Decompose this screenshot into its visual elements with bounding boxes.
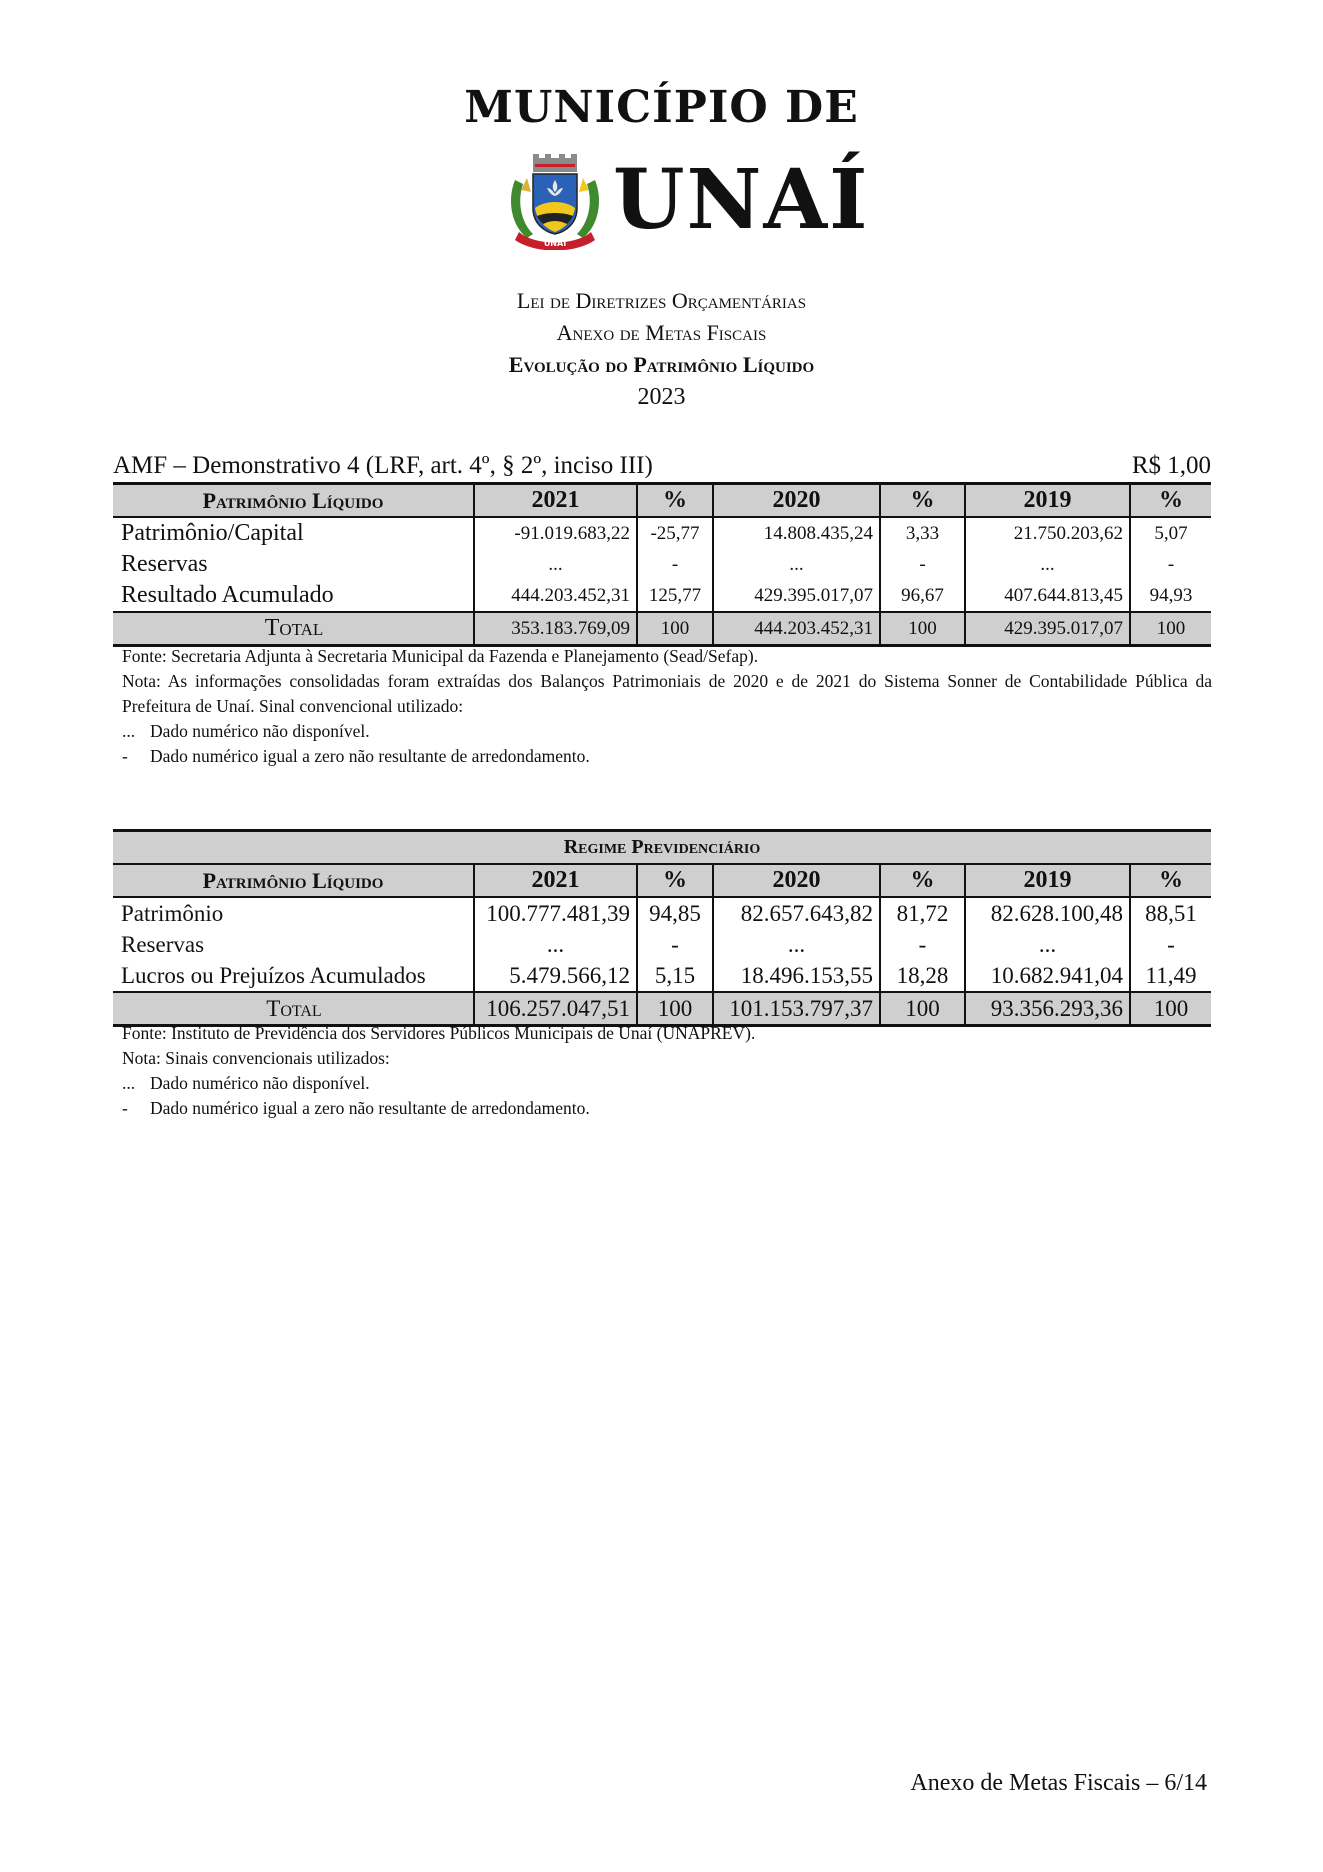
cell-pct: 3,33 bbox=[880, 517, 965, 549]
table1-notes bbox=[122, 644, 1212, 769]
table2-title-row bbox=[113, 831, 1211, 865]
cell-pct: 125,77 bbox=[637, 580, 713, 612]
total-value: 444.203.452,31 bbox=[713, 612, 880, 646]
total-value: 353.183.769,09 bbox=[474, 612, 637, 646]
table1-header-pct: % bbox=[637, 484, 713, 518]
legend-text: Dado numérico não disponível. bbox=[150, 721, 370, 741]
cell-value: 5.479.566,12 bbox=[474, 960, 637, 992]
row-label: Lucros ou Prejuízos Acumulados bbox=[121, 962, 426, 988]
coat-of-arms-icon bbox=[505, 150, 605, 250]
table1-total-row bbox=[113, 612, 1211, 646]
total-value: 93.356.293,36 bbox=[965, 992, 1130, 1026]
total-value: 101.153.797,37 bbox=[713, 992, 880, 1026]
cell-value: 21.750.203,62 bbox=[965, 517, 1130, 549]
table2-header-2019: 2019 bbox=[965, 864, 1130, 897]
page-footer: Anexo de Metas Fiscais – 6/14 bbox=[910, 1770, 1207, 1796]
cell-pct: - bbox=[1130, 929, 1211, 960]
masthead-municipio-de: MUNICÍPIO DE bbox=[464, 82, 859, 133]
cell-value: 14.808.435,24 bbox=[713, 517, 880, 549]
legend-symbol: ... bbox=[122, 1073, 136, 1093]
cell-value: ... bbox=[965, 549, 1130, 580]
total-pct: 100 bbox=[880, 612, 965, 646]
table2-header-2020: 2020 bbox=[713, 864, 880, 897]
cell-value: ... bbox=[713, 549, 880, 580]
cell-pct: 11,49 bbox=[1130, 960, 1211, 992]
cell-pct: - bbox=[1130, 549, 1211, 580]
cell-value: 10.682.941,04 bbox=[965, 960, 1130, 992]
total-pct: 100 bbox=[1130, 992, 1211, 1026]
table-regime-previdenciario bbox=[113, 829, 1211, 1027]
table-row bbox=[113, 549, 1211, 580]
total-pct: 100 bbox=[880, 992, 965, 1026]
legend-symbol: - bbox=[122, 746, 128, 766]
legend-item bbox=[122, 744, 1212, 769]
table2-header-label: Patrimônio Líquido bbox=[113, 864, 474, 897]
legend-text: Dado numérico igual a zero não resultante de arredondamento. bbox=[150, 746, 590, 766]
legend-symbol: - bbox=[122, 1098, 128, 1118]
cell-value: ... bbox=[474, 929, 637, 960]
row-label: Reservas bbox=[121, 551, 208, 577]
table1-note: Nota: As informações consolidadas foram extraídas dos Balanços Patrimoniais de 2020 e de 2021 do Sistema Sonner de Contabilidade Pública da Prefeitura de Unaí. Sinal convencional utilizado: bbox=[122, 671, 1212, 716]
cell-value: 444.203.452,31 bbox=[474, 580, 637, 612]
table2-note: Nota: Sinais convencionais utilizados: bbox=[122, 1048, 390, 1068]
cell-pct: 88,51 bbox=[1130, 897, 1211, 929]
cell-pct: 5,15 bbox=[637, 960, 713, 992]
total-label: Total bbox=[113, 612, 474, 646]
cell-value: ... bbox=[474, 549, 637, 580]
row-label: Patrimônio bbox=[121, 900, 224, 926]
table1-header-2019: 2019 bbox=[965, 484, 1130, 518]
legend-item bbox=[122, 1096, 1212, 1121]
table2-header-pct: % bbox=[637, 864, 713, 897]
table2-notes bbox=[122, 1021, 1212, 1121]
cell-value: 100.777.481,39 bbox=[474, 897, 637, 929]
legend-item bbox=[122, 719, 1212, 744]
cell-value: 18.496.153,55 bbox=[713, 960, 880, 992]
table1-header-label: Patrimônio Líquido bbox=[113, 484, 474, 518]
title-year: 2023 bbox=[637, 384, 686, 410]
title-anexo: Anexo de Metas Fiscais bbox=[556, 320, 767, 345]
cell-pct: - bbox=[880, 549, 965, 580]
total-label: Total bbox=[113, 992, 474, 1026]
total-pct: 100 bbox=[1130, 612, 1211, 646]
table2-header-pct: % bbox=[1130, 864, 1211, 897]
legend-symbol: ... bbox=[122, 721, 136, 741]
table2-header-pct: % bbox=[880, 864, 965, 897]
table1-caption: AMF – Demonstrativo 4 (LRF, art. 4º, § 2º, inciso III) bbox=[113, 452, 653, 479]
svg-text:UNAÍ: UNAÍ bbox=[543, 239, 567, 248]
masthead-unai: UNAÍ bbox=[613, 152, 870, 248]
table1-header-row bbox=[113, 484, 1211, 518]
table-row bbox=[113, 517, 1211, 549]
cell-value: 429.395.017,07 bbox=[713, 580, 880, 612]
table-row bbox=[113, 960, 1211, 992]
cell-pct: - bbox=[637, 929, 713, 960]
legend-text: Dado numérico não disponível. bbox=[150, 1073, 370, 1093]
table1-unit: R$ 1,00 bbox=[1131, 452, 1211, 479]
cell-pct: -25,77 bbox=[637, 517, 713, 549]
cell-pct: 18,28 bbox=[880, 960, 965, 992]
table-row bbox=[113, 897, 1211, 929]
title-evolucao: Evolução do Patrimônio Líquido bbox=[508, 352, 815, 377]
row-label: Reservas bbox=[121, 931, 205, 957]
table1-header-pct: % bbox=[1130, 484, 1211, 518]
table-row bbox=[113, 929, 1211, 960]
document-titles bbox=[0, 285, 1323, 413]
table1-source: Fonte: Secretaria Adjunta à Secretaria Municipal da Fazenda e Planejamento (Sead/Sefap). bbox=[122, 646, 759, 666]
table2-header-2021: 2021 bbox=[474, 864, 637, 897]
table2-source: Fonte: Instituto de Previdência dos Servidores Públicos Municipais de Unaí (UNAPREV). bbox=[122, 1023, 756, 1043]
cell-pct: 81,72 bbox=[880, 897, 965, 929]
cell-value: 82.657.643,82 bbox=[713, 897, 880, 929]
cell-pct: - bbox=[637, 549, 713, 580]
table-row bbox=[113, 580, 1211, 612]
table1-header-2021: 2021 bbox=[474, 484, 637, 518]
legend-item bbox=[122, 1071, 1212, 1096]
row-label: Patrimônio/Capital bbox=[121, 520, 304, 546]
cell-value: 407.644.813,45 bbox=[965, 580, 1130, 612]
legend-text: Dado numérico igual a zero não resultante de arredondamento. bbox=[150, 1098, 590, 1118]
table-patrimonio-liquido bbox=[113, 482, 1211, 647]
cell-pct: 94,85 bbox=[637, 897, 713, 929]
table2-header-row bbox=[113, 864, 1211, 897]
cell-value: 82.628.100,48 bbox=[965, 897, 1130, 929]
total-value: 429.395.017,07 bbox=[965, 612, 1130, 646]
cell-value: -91.019.683,22 bbox=[474, 517, 637, 549]
total-pct: 100 bbox=[637, 612, 713, 646]
cell-pct: 96,67 bbox=[880, 580, 965, 612]
cell-value: ... bbox=[965, 929, 1130, 960]
masthead-logo-row bbox=[505, 150, 869, 250]
cell-pct: 5,07 bbox=[1130, 517, 1211, 549]
masthead bbox=[0, 82, 1323, 133]
table2-title: Regime Previdenciário bbox=[113, 831, 1211, 865]
table1-header-2020: 2020 bbox=[713, 484, 880, 518]
title-ldo: Lei de Diretrizes Orçamentárias bbox=[516, 288, 807, 313]
total-pct: 100 bbox=[637, 992, 713, 1026]
cell-pct: 94,93 bbox=[1130, 580, 1211, 612]
table1-header-pct: % bbox=[880, 484, 965, 518]
row-label: Resultado Acumulado bbox=[121, 582, 334, 608]
table1-caption-row bbox=[113, 452, 1211, 480]
cell-pct: - bbox=[880, 929, 965, 960]
cell-value: ... bbox=[713, 929, 880, 960]
total-value: 106.257.047,51 bbox=[474, 992, 637, 1026]
